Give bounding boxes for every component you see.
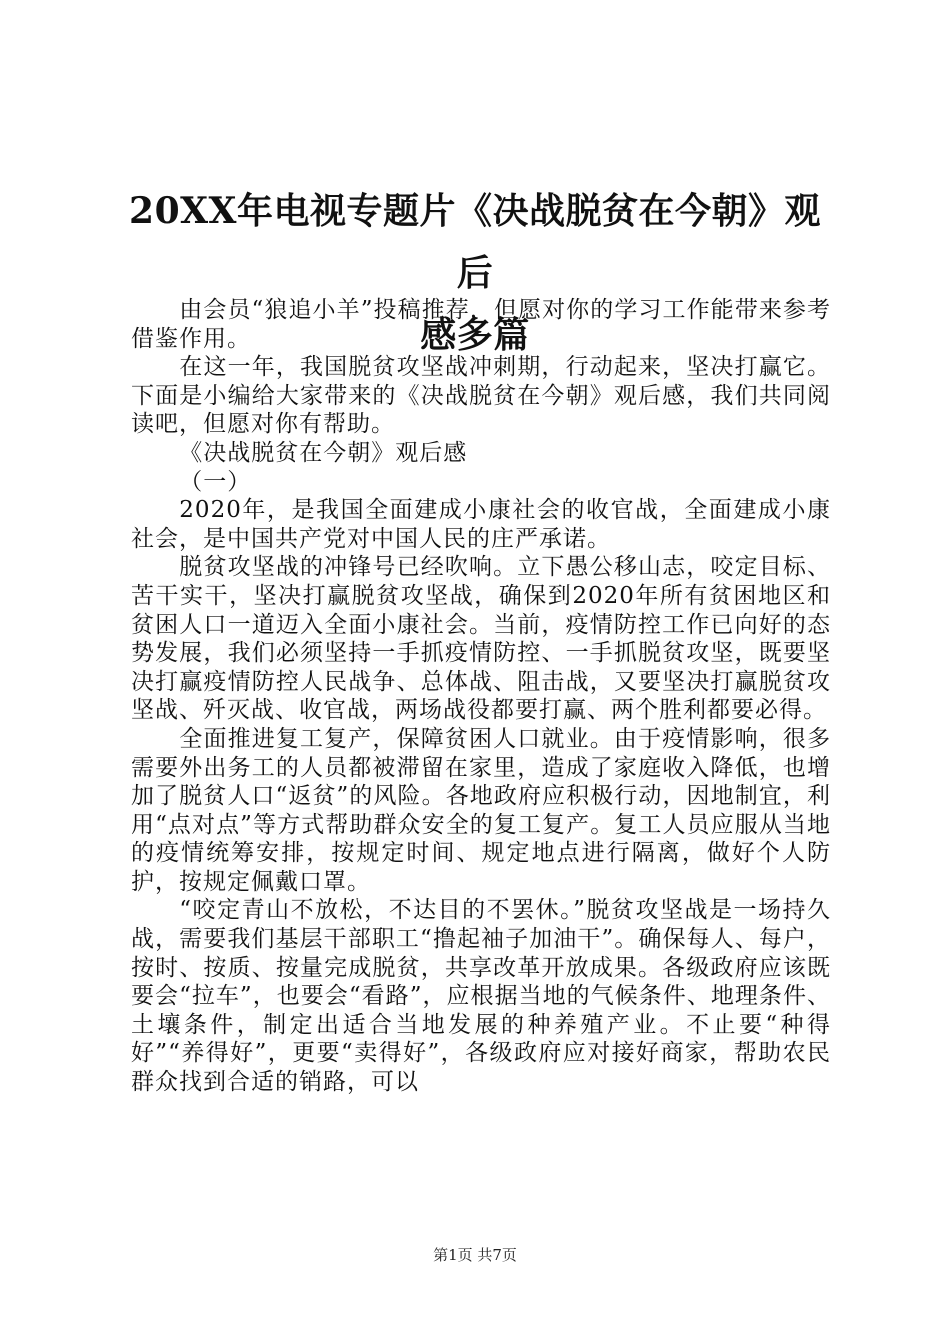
title-line-1: 20XX年电视专题片《决战脱贫在今朝》观后 bbox=[129, 190, 821, 294]
paragraph-preface: 在这一年，我国脱贫攻坚战冲刺期，行动起来，坚决打赢它。下面是小编给大家带来的《决战脱贫在今朝》观后感，我们共同阅读吧，但愿对你有帮助。 bbox=[131, 354, 831, 438]
paragraph-intro: 由会员“狼追小羊”投稿推荐，但愿对你的学习工作能带来参考借鉴作用。 bbox=[131, 297, 831, 352]
paragraph: 脱贫攻坚战的冲锋号已经吹响。立下愚公移山志，咬定目标、苦干实干，坚决打赢脱贫攻坚战，确保到2020年所有贫困地区和贫困人口一道迈入全面小康社会。当前，疫情防控工作已向好的态势发展，我们必须坚持一手抓疫情防控、一手抓脱贫攻坚，既要坚决打赢疫情防控人民战争、总体战、阻击战，又要坚决打赢脱贫攻坚战、歼灭战、收官战，两场战役都要打赢、两个胜利都要必得。 bbox=[131, 554, 831, 724]
section-number: （一） bbox=[179, 468, 252, 495]
document-body bbox=[131, 296, 831, 1097]
paragraph: 全面推进复工复产，保障贫困人口就业。由于疫情影响，很多需要外出务工的人员都被滞留在家里，造成了家庭收入降低，也增加了脱贫人口“返贫”的风险。各地政府应积极行动，因地制宜，利用“点对点”等方式帮助群众安全的复工复产。复工人员应服从当地的疫情统筹安排，按规定时间、规定地点进行隔离，做好个人防护，按规定佩戴口罩。 bbox=[131, 725, 831, 895]
page-footer: 第1页 共7页 bbox=[433, 1246, 517, 1264]
title-line-2: 感多篇 bbox=[420, 314, 530, 356]
section-heading: 《决战脱贫在今朝》观后感 bbox=[179, 439, 468, 466]
paragraph: “咬定青山不放松，不达目的不罢休。”脱贫攻坚战是一场持久战，需要我们基层干部职工“撸起袖子加油干”。确保每人、每户，按时、按质、按量完成脱贫，共享改革开放成果。各级政府应该既要会“拉车”，也要会“看路”，应根据当地的气候条件、地理条件、土壤条件，制定出适合当地发展的种养殖产业。不止要“种得好”“养得好”，更要“卖得好”，各级政府应对接好商家，帮助农民群众找到合适的销路，可以 bbox=[131, 897, 831, 1096]
paragraph: 2020年，是我国全面建成小康社会的收官战，全面建成小康社会，是中国共产党对中国人民的庄严承诺。 bbox=[131, 497, 831, 552]
